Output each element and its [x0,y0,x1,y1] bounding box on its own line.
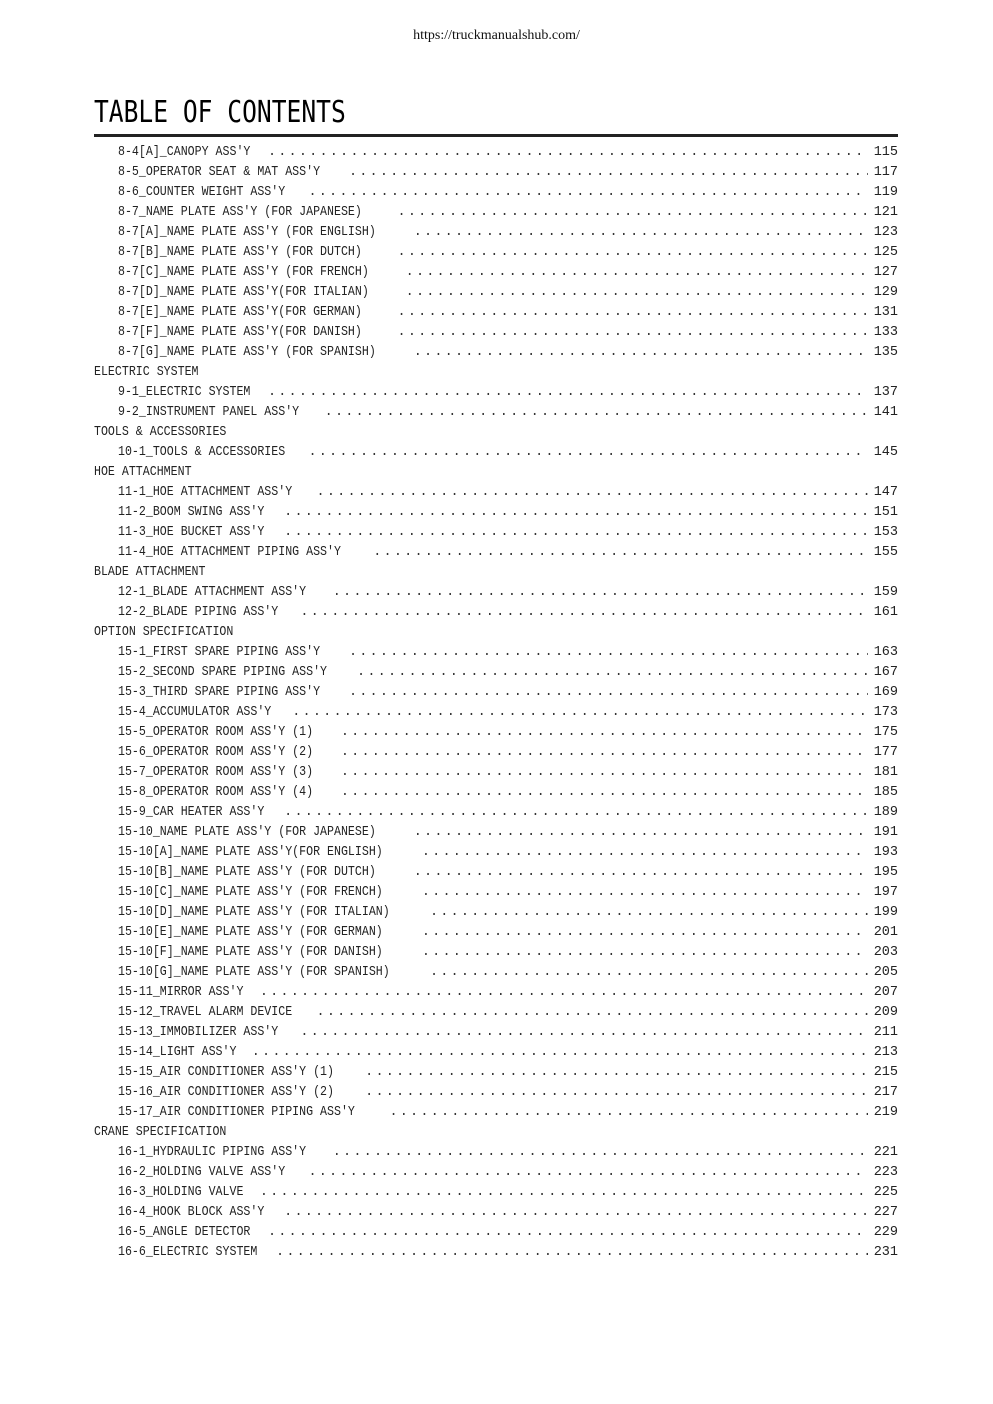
entry-label: 15-8_OPERATOR ROOM ASS'Y (4) [118,785,314,800]
toc-entry[interactable] [94,323,898,343]
toc-entry[interactable] [94,223,898,243]
section-label: ELECTRIC SYSTEM [94,365,199,380]
dot-leader [268,1223,868,1243]
page-number: 121 [873,205,898,220]
entry-label: 8-4[A]_CANOPY ASS'Y [118,145,251,160]
toc-entry[interactable] [94,1083,898,1103]
toc-entry[interactable] [94,483,898,503]
page-number: 131 [873,305,898,320]
toc-entry[interactable] [94,1103,898,1123]
toc-entry[interactable] [94,943,898,963]
dot-leader [325,403,868,423]
toc-section-heading [94,1123,898,1143]
page-number: 175 [873,725,898,740]
dot-leader [333,583,868,603]
entry-label: 10-1_TOOLS & ACCESSORIES [118,445,286,460]
page-number: 217 [873,1085,898,1100]
page-number: 173 [873,705,898,720]
entry-label: 8-7[B]_NAME PLATE ASS'Y (FOR DUTCH) [118,245,362,260]
dot-leader [398,303,868,323]
entry-label: 16-4_HOOK BLOCK ASS'Y [118,1205,265,1220]
entry-label: 16-2_HOLDING VALVE ASS'Y [118,1165,286,1180]
dot-leader [276,1243,868,1263]
entry-label: 8-7[D]_NAME PLATE ASS'Y(FOR ITALIAN) [118,285,369,300]
page-number: 225 [873,1185,898,1200]
dot-leader [414,823,868,843]
entry-label: 15-10[E]_NAME PLATE ASS'Y (FOR GERMAN) [118,925,383,940]
dot-leader [365,1083,868,1103]
dot-leader [300,603,867,623]
toc-entry[interactable] [94,1003,898,1023]
toc-entry[interactable] [94,1203,898,1223]
dot-leader [333,1143,868,1163]
dot-leader [284,803,868,823]
dot-leader [284,1203,868,1223]
entry-label: 8-7[A]_NAME PLATE ASS'Y (FOR ENGLISH) [118,225,376,240]
toc-entry[interactable] [94,1183,898,1203]
toc-entry[interactable] [94,903,898,923]
page-number: 147 [873,485,898,500]
page-number: 213 [873,1045,898,1060]
dot-leader [422,943,868,963]
dot-leader [308,183,867,203]
toc-section-heading [94,423,898,443]
dot-leader [414,343,868,363]
dot-leader [422,923,868,943]
toc-entry[interactable] [94,883,898,903]
entry-label: 15-6_OPERATOR ROOM ASS'Y (2) [118,745,314,760]
entry-label: 15-10[G]_NAME PLATE ASS'Y (FOR SPANISH) [118,965,390,980]
entry-label: 8-7[E]_NAME PLATE ASS'Y(FOR GERMAN) [118,305,362,320]
entry-label: 8-7_NAME PLATE ASS'Y (FOR JAPANESE) [118,205,362,220]
dot-leader [365,1063,868,1083]
page-number: 159 [873,585,898,600]
toc-entry[interactable] [94,263,898,283]
toc-entry[interactable] [94,1163,898,1183]
toc-entry[interactable] [94,743,898,763]
toc-entry[interactable] [94,983,898,1003]
dot-leader [284,523,868,543]
dot-leader [349,643,868,663]
toc-entry[interactable] [94,823,898,843]
entry-label: 15-3_THIRD SPARE PIPING ASS'Y [118,685,321,700]
toc-entry[interactable] [94,1243,898,1263]
toc-entry[interactable] [94,1023,898,1043]
toc-entry[interactable] [94,383,898,403]
toc-entry[interactable] [94,143,898,163]
page-number: 185 [873,785,898,800]
dot-leader [422,843,868,863]
dot-leader [300,1023,867,1043]
entry-label: 15-10_NAME PLATE ASS'Y (FOR JAPANESE) [118,825,376,840]
dot-leader [268,143,868,163]
toc-entry[interactable] [94,283,898,303]
entry-label: 16-3_HOLDING VALVE [118,1185,244,1200]
entry-label: 15-5_OPERATOR ROOM ASS'Y (1) [118,725,314,740]
dot-leader [252,1043,868,1063]
page-number: 127 [873,265,898,280]
dot-leader [308,1163,867,1183]
dot-leader [292,703,867,723]
page-number: 205 [873,965,898,980]
page-number: 135 [873,345,898,360]
toc-entry[interactable] [94,783,898,803]
toc-entry[interactable] [94,1063,898,1083]
page-number: 221 [873,1145,898,1160]
page-number: 207 [873,985,898,1000]
toc-entry[interactable] [94,603,898,623]
dot-leader [341,763,868,783]
page-number: 117 [873,165,898,180]
dot-leader [398,323,868,343]
entry-label: 11-2_BOOM SWING ASS'Y [118,505,265,520]
page-number: 181 [873,765,898,780]
dot-leader [317,483,868,503]
dot-leader [341,743,868,763]
page-number: 169 [873,685,898,700]
dot-leader [398,203,868,223]
page-number: 125 [873,245,898,260]
toc-section-heading [94,363,898,383]
entry-label: 15-17_AIR CONDITIONER PIPING ASS'Y [118,1105,355,1120]
toc-entry[interactable] [94,663,898,683]
entry-label: 15-13_IMMOBILIZER ASS'Y [118,1025,279,1040]
entry-label: 15-11_MIRROR ASS'Y [118,985,244,1000]
dot-leader [414,863,868,883]
entry-label: 15-1_FIRST SPARE PIPING ASS'Y [118,645,321,660]
entry-label: 12-1_BLADE ATTACHMENT ASS'Y [118,585,307,600]
toc-section-heading [94,463,898,483]
dot-leader [284,503,868,523]
entry-label: 15-16_AIR CONDITIONER ASS'Y (2) [118,1085,334,1100]
page-number: 229 [873,1225,898,1240]
toc-section-heading [94,563,898,583]
title-underline [94,134,898,137]
toc-entry[interactable] [94,403,898,423]
dot-leader [349,163,868,183]
dot-leader [422,883,868,903]
toc-entry[interactable] [94,1043,898,1063]
page-number: 189 [873,805,898,820]
page-number: 203 [873,945,898,960]
entry-label: 15-10[A]_NAME PLATE ASS'Y(FOR ENGLISH) [118,845,383,860]
dot-leader [430,903,868,923]
page-number: 195 [873,865,898,880]
dot-leader [317,1003,868,1023]
page-number: 153 [873,525,898,540]
dot-leader [406,263,868,283]
page-number: 163 [873,645,898,660]
toc-entry[interactable] [94,503,898,523]
section-label: TOOLS & ACCESSORIES [94,425,227,440]
toc-entry[interactable] [94,963,898,983]
entry-label: 15-12_TRAVEL ALARM DEVICE [118,1005,293,1020]
toc-entry[interactable] [94,683,898,703]
toc-entry[interactable] [94,543,898,563]
entry-label: 15-10[F]_NAME PLATE ASS'Y (FOR DANISH) [118,945,383,960]
dot-leader [414,223,868,243]
page-number: 219 [873,1105,898,1120]
page-number: 223 [873,1165,898,1180]
page-number: 155 [873,545,898,560]
page-number: 227 [873,1205,898,1220]
section-label: BLADE ATTACHMENT [94,565,206,580]
page-number: 151 [873,505,898,520]
toc-entry[interactable] [94,203,898,223]
dot-leader [373,543,867,563]
page-number: 231 [873,1245,898,1260]
entry-label: 15-15_AIR CONDITIONER ASS'Y (1) [118,1065,334,1080]
dot-leader [357,663,868,683]
entry-label: 15-7_OPERATOR ROOM ASS'Y (3) [118,765,314,780]
dot-leader [349,683,868,703]
toc-section-heading [94,623,898,643]
dot-leader [406,283,868,303]
toc-entry[interactable] [94,243,898,263]
page-number: 191 [873,825,898,840]
dot-leader [398,243,868,263]
source-url[interactable]: https://truckmanualshub.com/ [413,28,580,43]
page-number: 123 [873,225,898,240]
section-label: HOE ATTACHMENT [94,465,192,480]
toc-entry[interactable] [94,763,898,783]
page-title: TABLE OF CONTENTS [94,95,346,130]
entry-label: 15-10[D]_NAME PLATE ASS'Y (FOR ITALIAN) [118,905,390,920]
dot-leader [389,1103,867,1123]
entry-label: 8-7[G]_NAME PLATE ASS'Y (FOR SPANISH) [118,345,376,360]
entry-label: 11-3_HOE BUCKET ASS'Y [118,525,265,540]
section-label: OPTION SPECIFICATION [94,625,234,640]
toc-entry[interactable] [94,843,898,863]
entry-label: 8-5_OPERATOR SEAT & MAT ASS'Y [118,165,321,180]
page-number: 145 [873,445,898,460]
entry-label: 9-2_INSTRUMENT PANEL ASS'Y [118,405,300,420]
dot-leader [260,1183,868,1203]
table-of-contents [94,143,898,1263]
entry-label: 15-2_SECOND SPARE PIPING ASS'Y [118,665,328,680]
entry-label: 12-2_BLADE PIPING ASS'Y [118,605,279,620]
page-number: 193 [873,845,898,860]
page-number: 177 [873,745,898,760]
entry-label: 15-10[B]_NAME PLATE ASS'Y (FOR DUTCH) [118,865,376,880]
toc-entry[interactable] [94,723,898,743]
entry-label: 16-6_ELECTRIC SYSTEM [118,1245,258,1260]
entry-label: 16-5_ANGLE DETECTOR [118,1225,251,1240]
page-number: 201 [873,925,898,940]
page-number: 211 [873,1025,898,1040]
toc-entry[interactable] [94,1223,898,1243]
toc-entry[interactable] [94,703,898,723]
dot-leader [308,443,867,463]
toc-entry[interactable] [94,163,898,183]
toc-entry[interactable] [94,583,898,603]
page-number: 137 [873,385,898,400]
page-number: 167 [873,665,898,680]
dot-leader [341,723,868,743]
page-number: 197 [873,885,898,900]
dot-leader [268,383,868,403]
page-number: 215 [873,1065,898,1080]
entry-label: 11-4_HOE ATTACHMENT PIPING ASS'Y [118,545,341,560]
entry-label: 11-1_HOE ATTACHMENT ASS'Y [118,485,293,500]
page-number: 161 [873,605,898,620]
page-number: 115 [873,145,898,160]
page-number: 129 [873,285,898,300]
toc-entry[interactable] [94,303,898,323]
entry-label: 8-7[F]_NAME PLATE ASS'Y(FOR DANISH) [118,325,362,340]
entry-label: 15-4_ACCUMULATOR ASS'Y [118,705,272,720]
entry-label: 15-10[C]_NAME PLATE ASS'Y (FOR FRENCH) [118,885,383,900]
dot-leader [260,983,868,1003]
toc-entry[interactable] [94,643,898,663]
page-number: 119 [873,185,898,200]
toc-entry[interactable] [94,1143,898,1163]
toc-entry[interactable] [94,443,898,463]
entry-label: 15-14_LIGHT ASS'Y [118,1045,237,1060]
entry-label: 16-1_HYDRAULIC PIPING ASS'Y [118,1145,307,1160]
entry-label: 9-1_ELECTRIC SYSTEM [118,385,251,400]
toc-entry[interactable] [94,923,898,943]
toc-entry[interactable] [94,183,898,203]
entry-label: 8-7[C]_NAME PLATE ASS'Y (FOR FRENCH) [118,265,369,280]
toc-entry[interactable] [94,343,898,363]
page-number: 199 [873,905,898,920]
section-label: CRANE SPECIFICATION [94,1125,227,1140]
entry-label: 15-9_CAR HEATER ASS'Y [118,805,265,820]
page-number: 133 [873,325,898,340]
dot-leader [430,963,868,983]
toc-entry[interactable] [94,523,898,543]
page-number: 209 [873,1005,898,1020]
dot-leader [341,783,868,803]
toc-entry[interactable] [94,863,898,883]
toc-entry[interactable] [94,803,898,823]
page-number: 141 [873,405,898,420]
entry-label: 8-6_COUNTER WEIGHT ASS'Y [118,185,286,200]
